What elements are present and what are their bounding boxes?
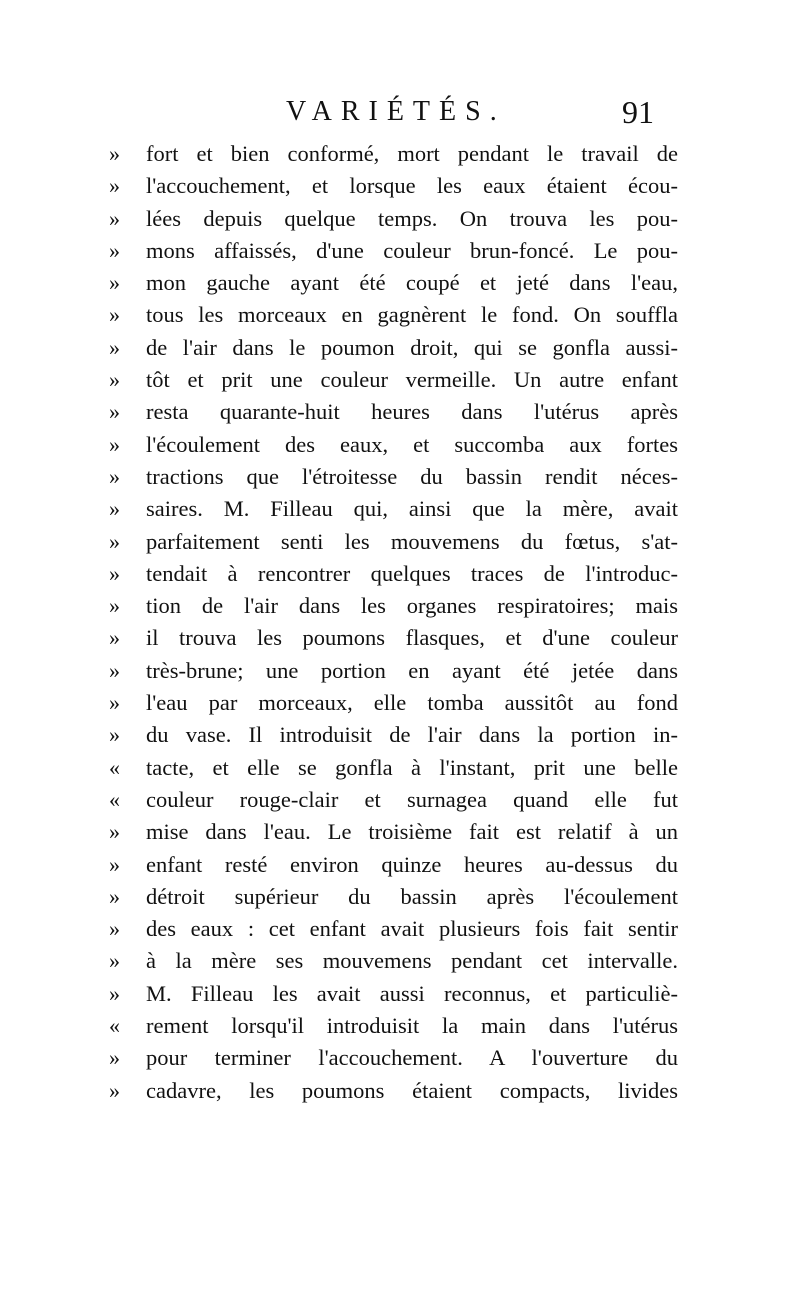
quotation-mark: « [109, 754, 120, 780]
text-line [0, 687, 800, 719]
text-line [0, 364, 800, 396]
line-text: enfant resté environ quinze heures au-dessus du [146, 851, 678, 877]
line-text: saires. M. Filleau qui, ainsi que la mère, avait [146, 496, 678, 522]
quotation-mark: » [109, 528, 120, 554]
quotation-mark: » [109, 205, 120, 231]
quotation-mark: » [109, 948, 120, 974]
line-text: fort et bien conformé, mort pendant le travail de [146, 141, 678, 166]
text-line [0, 558, 800, 590]
line-text: mise dans l'eau. Le troisième fait est relatif à un [146, 819, 678, 845]
quotation-mark: » [109, 593, 120, 619]
line-text: cadavre, les poumons étaient compacts, livides [146, 1077, 678, 1103]
quotation-mark: » [109, 819, 120, 845]
quotation-mark: « [109, 786, 120, 812]
line-text: mons affaissés, d'une couleur brun-foncé. Le pou- [146, 237, 678, 263]
line-text: parfaitement senti les mouvemens du fœtus, s'at- [146, 528, 678, 554]
running-head [0, 92, 800, 132]
text-line [0, 978, 800, 1010]
text-line [0, 170, 800, 202]
text-line [0, 461, 800, 493]
quotation-mark: » [109, 302, 120, 328]
quotation-mark: » [109, 560, 120, 586]
line-text: tendait à rencontrer quelques traces de l'introduc- [146, 560, 678, 586]
text-line [0, 1010, 800, 1042]
text-line [0, 913, 800, 945]
text-line [0, 849, 800, 881]
quotation-mark: » [109, 367, 120, 393]
text-line [0, 1075, 800, 1107]
line-text: des eaux : cet enfant avait plusieurs fois fait sentir [146, 916, 678, 942]
text-line [0, 622, 800, 654]
line-text: M. Filleau les avait aussi reconnus, et particuliè- [146, 980, 678, 1006]
line-text: pour terminer l'accouchement. A l'ouverture du [146, 1045, 678, 1071]
quotation-mark: » [109, 399, 120, 425]
line-text: tacte, et elle se gonfla à l'instant, prit une belle [146, 754, 678, 780]
text-line [0, 784, 800, 816]
text-line [0, 945, 800, 977]
text-line [0, 396, 800, 428]
quotation-mark: » [109, 625, 120, 651]
quotation-mark: » [109, 334, 120, 360]
text-line [0, 1042, 800, 1074]
line-text: détroit supérieur du bassin après l'écoulement [146, 883, 678, 909]
quotation-mark: » [109, 141, 120, 166]
running-title: VARIÉTÉS. [286, 96, 506, 127]
line-text: l'écoulement des eaux, et succomba aux fortes [146, 431, 678, 457]
quotation-mark: » [109, 657, 120, 683]
line-text: du vase. Il introduisit de l'air dans la portion in- [146, 722, 678, 748]
line-text: l'eau par morceaux, elle tomba aussitôt au fond [146, 690, 678, 716]
quotation-mark: » [109, 237, 120, 263]
text-line [0, 429, 800, 461]
line-text: tion de l'air dans les organes respiratoires; mais [146, 593, 678, 619]
text-line [0, 493, 800, 525]
line-text: très-brune; une portion en ayant été jetée dans [146, 657, 678, 683]
quotation-mark: » [109, 690, 120, 716]
line-text: mon gauche ayant été coupé et jeté dans l'eau, [146, 270, 678, 296]
text-line [0, 590, 800, 622]
line-text: tôt et prit une couleur vermeille. Un autre enfant [146, 367, 678, 393]
quotation-mark: » [109, 1077, 120, 1103]
body-text [0, 138, 800, 1107]
quotation-mark: » [109, 431, 120, 457]
text-line [0, 719, 800, 751]
line-text: resta quarante-huit heures dans l'utérus après [146, 399, 678, 425]
line-text: il trouva les poumons flasques, et d'une couleur [146, 625, 678, 651]
text-line [0, 267, 800, 299]
line-text: rement lorsqu'il introduisit la main dans l'utérus [146, 1013, 678, 1039]
line-text: de l'air dans le poumon droit, qui se gonfla aussi- [146, 334, 678, 360]
quotation-mark: » [109, 463, 120, 489]
quotation-mark: » [109, 496, 120, 522]
quotation-mark: » [109, 916, 120, 942]
line-text: couleur rouge-clair et surnagea quand elle fut [146, 786, 678, 812]
quotation-mark: » [109, 173, 120, 199]
quotation-mark: » [109, 1045, 120, 1071]
text-line [0, 299, 800, 331]
quotation-mark: « [109, 1013, 120, 1039]
text-line [0, 138, 800, 170]
line-text: tractions que l'étroitesse du bassin rendit néces- [146, 463, 678, 489]
quotation-mark: » [109, 851, 120, 877]
text-line [0, 752, 800, 784]
text-line [0, 203, 800, 235]
text-line [0, 526, 800, 558]
quotation-mark: » [109, 980, 120, 1006]
line-text: lées depuis quelque temps. On trouva les pou- [146, 205, 678, 231]
line-text: à la mère ses mouvemens pendant cet intervalle. [146, 948, 678, 974]
page-number: 91 [622, 94, 654, 130]
text-line [0, 881, 800, 913]
quotation-mark: » [109, 722, 120, 748]
text-line [0, 332, 800, 364]
text-line [0, 235, 800, 267]
quotation-mark: » [109, 883, 120, 909]
line-text: tous les morceaux en gagnèrent le fond. On souffla [146, 302, 678, 328]
quotation-mark: » [109, 270, 120, 296]
line-text: l'accouchement, et lorsque les eaux étaient écou- [146, 173, 678, 199]
text-line [0, 816, 800, 848]
text-line [0, 655, 800, 687]
